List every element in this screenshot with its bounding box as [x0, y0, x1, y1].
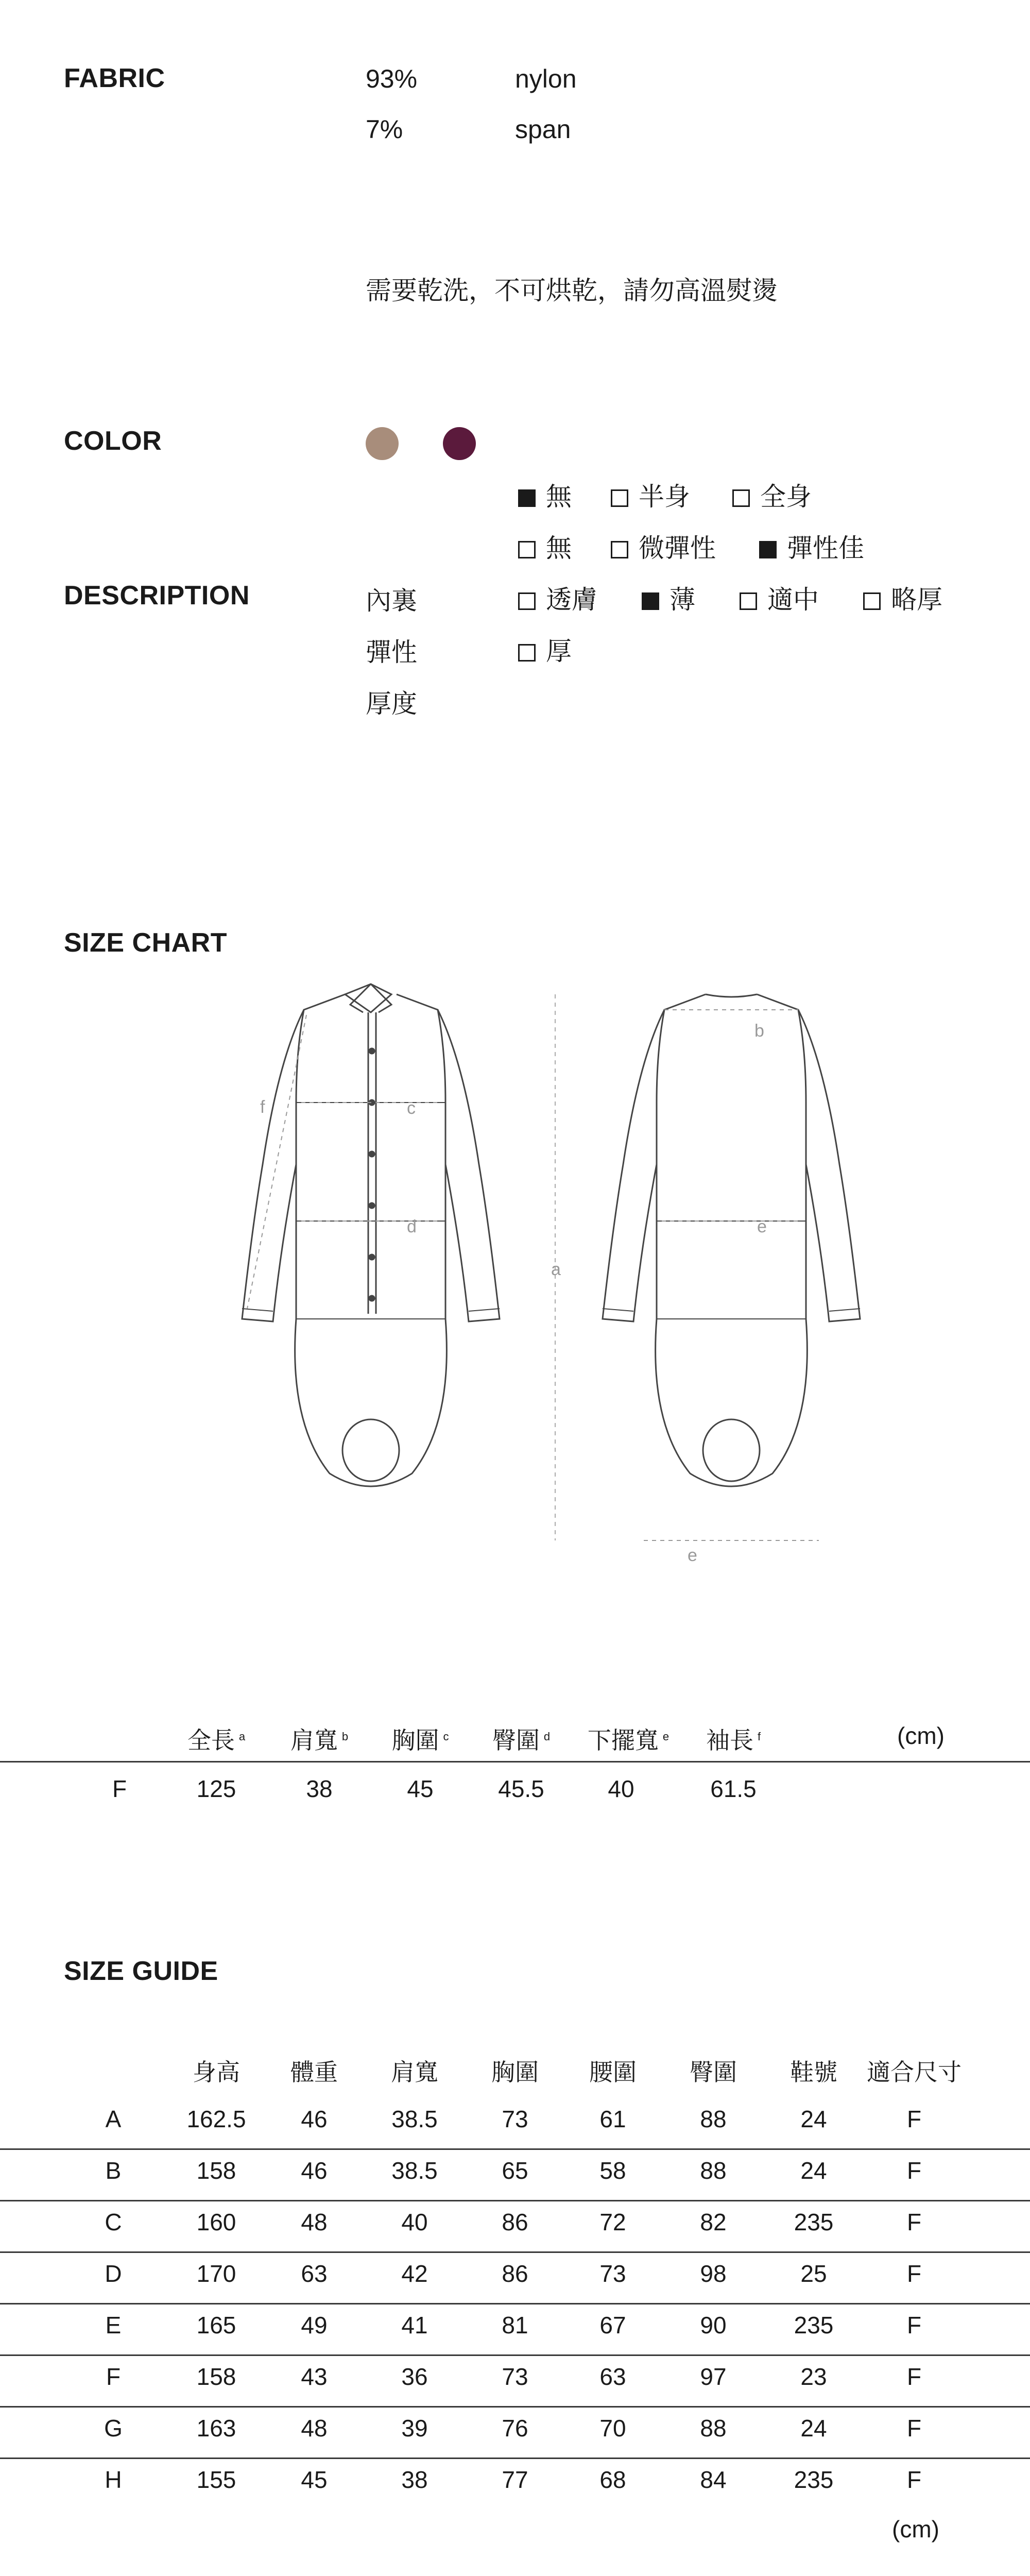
size-guide-cell: 68	[599, 2466, 626, 2493]
size-guide-cell: 63	[301, 2260, 328, 2287]
size-guide-cell: 41	[401, 2312, 428, 2338]
size-guide-cell: 73	[599, 2260, 626, 2287]
size-guide-cell: 43	[301, 2363, 328, 2390]
checkbox-unchecked	[863, 592, 881, 610]
size-guide-cell: 88	[700, 2106, 727, 2132]
size-guide-header: 臀圍	[690, 2059, 737, 2086]
size-guide-cell: 48	[301, 2415, 328, 2442]
size-guide-cell: F	[906, 2363, 922, 2390]
size-chart-unit: (cm)	[897, 1722, 945, 1749]
diagram-letter-c: c	[407, 1098, 416, 1118]
diagram-letter-a: a	[551, 1260, 561, 1279]
size-guide-row-id: B	[105, 2157, 122, 2184]
size-guide-cell: 165	[196, 2312, 236, 2338]
size-guide-row-id: E	[105, 2312, 122, 2338]
size-chart-header-hem: 下擺寬 $^e$	[587, 1727, 670, 1754]
size-guide-cell: 86	[502, 2260, 528, 2287]
size-guide-cell: 158	[196, 2157, 236, 2184]
size-guide-row-id: A	[105, 2106, 122, 2132]
size-guide-unit: (cm)	[892, 2516, 939, 2543]
size-guide-row-id: D	[105, 2260, 122, 2287]
size-guide-cell: 97	[700, 2363, 727, 2390]
size-chart-value: 40	[608, 1775, 634, 1802]
size-guide-row-rule	[0, 2200, 1030, 2201]
size-guide-cell: 73	[502, 2363, 528, 2390]
size-guide-row-rule	[0, 2354, 1030, 2356]
checkbox-unchecked	[518, 644, 536, 662]
size-guide-cell: 86	[502, 2209, 528, 2235]
diagram-letter-b: b	[754, 1021, 764, 1041]
size-guide-cell: F	[906, 2260, 922, 2287]
size-guide-row-rule	[0, 2458, 1030, 2459]
size-guide-cell: 162.5	[186, 2106, 246, 2132]
size-chart-header-sleeve: 袖長 $^f$	[706, 1727, 761, 1754]
size-guide-cell: 38.5	[391, 2106, 438, 2132]
size-guide-cell: 82	[700, 2209, 727, 2235]
garment-diagram	[0, 979, 1030, 1597]
size-chart-size-F: F	[112, 1775, 127, 1802]
size-guide-row-id: F	[106, 2363, 121, 2390]
size-guide-header: 腰圍	[589, 2059, 637, 2086]
size-guide-cell: 155	[196, 2466, 236, 2493]
diagram-letter-e-hem: e	[688, 1546, 697, 1565]
size-chart-value: 38	[306, 1775, 333, 1802]
size-guide-header: 身高	[193, 2059, 240, 2086]
size-chart-value: 61.5	[710, 1775, 757, 1802]
size-guide-cell: 70	[599, 2415, 626, 2442]
size-guide-cell: 235	[794, 2312, 834, 2338]
size-guide-header: 肩寬	[391, 2059, 438, 2086]
size-guide-cell: 24	[800, 2106, 827, 2132]
option-thickness-thin: 薄	[642, 579, 695, 616]
option-lining-none: 無	[518, 476, 572, 513]
size-guide-row-id: C	[105, 2209, 122, 2235]
color-label: COLOR	[64, 426, 162, 456]
size-guide-cell: 81	[502, 2312, 528, 2338]
option-thickness-medium: 適中	[740, 579, 819, 616]
size-guide-cell: 23	[800, 2363, 827, 2390]
checkbox-unchecked	[740, 592, 757, 610]
diagram-letter-d: d	[407, 1217, 417, 1236]
size-guide-cell: 76	[502, 2415, 528, 2442]
diagram-letter-f: f	[260, 1097, 265, 1117]
size-guide-cell: 42	[401, 2260, 428, 2287]
size-guide-header: 適合尺寸	[867, 2059, 962, 2086]
size-guide-cell: F	[906, 2106, 922, 2132]
size-guide-cell: F	[906, 2466, 922, 2493]
size-guide-cell: 65	[502, 2157, 528, 2184]
size-guide-cell: 39	[401, 2415, 428, 2442]
size-guide-cell: 45	[301, 2466, 328, 2493]
option-stretch-slight: 微彈性	[611, 528, 716, 565]
fabric-material-2: span	[515, 115, 571, 144]
size-guide-row-rule	[0, 2406, 1030, 2408]
size-guide-cell: 48	[301, 2209, 328, 2235]
size-guide-cell: F	[906, 2209, 922, 2235]
size-guide-row-rule	[0, 2251, 1030, 2253]
fabric-percent-2: 7%	[366, 115, 403, 144]
fabric-percent-1: 93%	[366, 64, 418, 93]
size-chart-header-length: 全長 $^a$	[187, 1727, 246, 1754]
description-row-lining: 內裏	[366, 586, 417, 615]
checkbox-unchecked	[611, 489, 628, 507]
option-thickness-slightly-thick: 略厚	[863, 579, 942, 616]
size-guide-cell: F	[906, 2312, 922, 2338]
size-chart-header-shoulder: 肩寬 $^b$	[290, 1727, 349, 1754]
size-guide-cell: 84	[700, 2466, 727, 2493]
size-guide-cell: 49	[301, 2312, 328, 2338]
size-guide-cell: 88	[700, 2415, 727, 2442]
back-view-drawing	[603, 994, 860, 1540]
size-guide-cell: 40	[401, 2209, 428, 2235]
size-guide-cell: 235	[794, 2209, 834, 2235]
color-swatch-1[interactable]	[366, 427, 399, 460]
option-stretch-none: 無	[518, 528, 572, 565]
size-guide-cell: 61	[599, 2106, 626, 2132]
size-guide-cell: F	[906, 2415, 922, 2442]
care-instructions: 需要乾洗，不可烘乾，請勿高溫熨燙	[366, 276, 778, 305]
size-guide-header: 鞋號	[790, 2059, 837, 2086]
checkbox-checked	[759, 541, 777, 558]
size-chart-title: SIZE CHART	[64, 928, 227, 958]
fabric-label: FABRIC	[64, 63, 165, 93]
size-guide-cell: 36	[401, 2363, 428, 2390]
size-guide-cell: 25	[800, 2260, 827, 2287]
size-guide-cell: 24	[800, 2415, 827, 2442]
size-guide-cell: 158	[196, 2363, 236, 2390]
checkbox-unchecked	[518, 592, 536, 610]
option-stretch-good: 彈性佳	[759, 528, 864, 565]
checkbox-unchecked	[611, 541, 628, 558]
size-guide-cell: F	[906, 2157, 922, 2184]
size-guide-cell: 73	[502, 2106, 528, 2132]
size-guide-row-id: H	[105, 2466, 122, 2493]
size-guide-cell: 46	[301, 2106, 328, 2132]
size-guide-title: SIZE GUIDE	[64, 1956, 218, 1986]
size-guide-cell: 90	[700, 2312, 727, 2338]
option-lining-half: 半身	[611, 476, 690, 513]
description-row-stretch: 彈性	[366, 638, 417, 667]
checkbox-unchecked	[518, 541, 536, 558]
size-guide-cell: 88	[700, 2157, 727, 2184]
size-chart-value: 125	[196, 1775, 236, 1802]
size-guide-cell: 38.5	[391, 2157, 438, 2184]
checkbox-checked	[518, 489, 536, 507]
size-chart-rule	[0, 1761, 1030, 1762]
size-guide-cell: 46	[301, 2157, 328, 2184]
description-row-thickness: 厚度	[366, 689, 417, 718]
size-chart-value: 45.5	[498, 1775, 544, 1802]
size-chart-header-chest: 胸圍 $^c$	[391, 1727, 449, 1754]
size-guide-cell: 235	[794, 2466, 834, 2493]
option-thickness-thick: 厚	[518, 631, 572, 668]
size-guide-row-rule	[0, 2148, 1030, 2150]
size-guide-cell: 38	[401, 2466, 428, 2493]
size-guide-row-rule	[0, 2303, 1030, 2304]
size-guide-cell: 77	[502, 2466, 528, 2493]
size-guide-cell: 163	[196, 2415, 236, 2442]
checkbox-checked	[642, 592, 659, 610]
size-guide-cell: 170	[196, 2260, 236, 2287]
size-guide-cell: 98	[700, 2260, 727, 2287]
description-label: DESCRIPTION	[64, 581, 250, 611]
option-thickness-sheer: 透膚	[518, 579, 597, 616]
size-guide-cell: 24	[800, 2157, 827, 2184]
size-guide-cell: 67	[599, 2312, 626, 2338]
size-guide-cell: 63	[599, 2363, 626, 2390]
size-guide-row-id: G	[104, 2415, 123, 2442]
size-guide-cell: 58	[599, 2157, 626, 2184]
size-guide-cell: 160	[196, 2209, 236, 2235]
front-view-drawing	[242, 984, 500, 1486]
size-guide-cell: 72	[599, 2209, 626, 2235]
checkbox-unchecked	[732, 489, 750, 507]
size-guide-header: 體重	[290, 2059, 338, 2086]
fabric-material-1: nylon	[515, 64, 577, 93]
option-lining-full: 全身	[732, 476, 812, 513]
size-chart-value: 45	[407, 1775, 434, 1802]
size-chart-header-hip: 臀圍 $^d$	[492, 1727, 551, 1754]
color-swatch-2[interactable]	[443, 427, 476, 460]
size-guide-header: 胸圍	[491, 2059, 539, 2086]
diagram-letter-e-back: e	[757, 1217, 767, 1236]
